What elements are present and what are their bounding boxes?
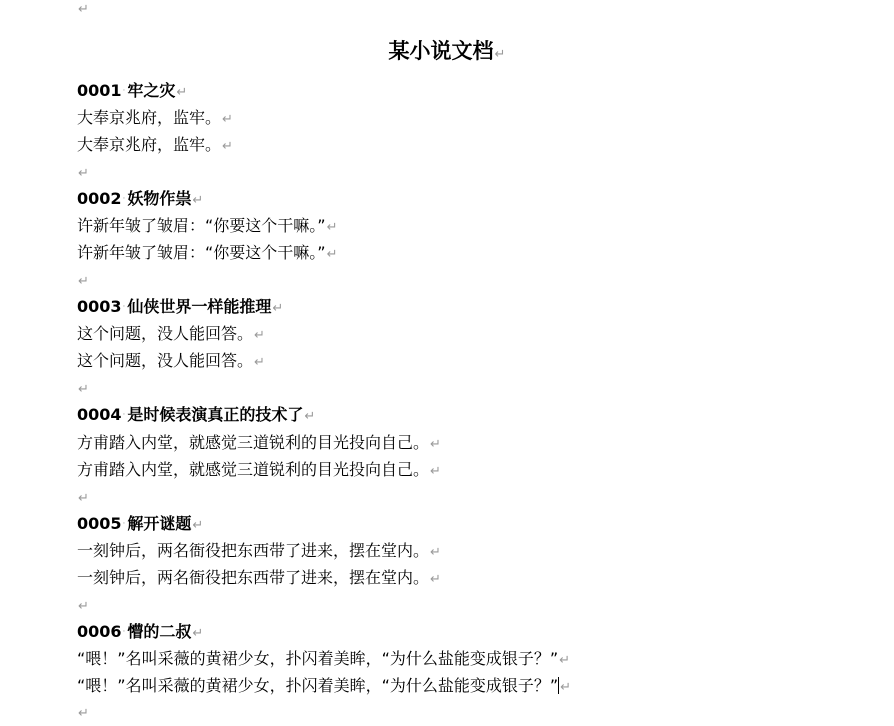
paragraph-mark: ↵: [430, 572, 441, 587]
body-paragraph[interactable]: [77, 458, 441, 482]
paragraph-mark: ↵: [559, 653, 571, 668]
paragraph-mark: ↵: [254, 328, 265, 343]
chapter-heading[interactable]: [77, 403, 315, 427]
paragraph-text: 许新年皱了皱眉：“你要这个干嘛。”: [77, 243, 326, 262]
paragraph-mark: ↵: [222, 139, 233, 154]
paragraph-mark: ↵: [430, 464, 441, 479]
chapter-number: 0001: [77, 81, 122, 100]
chapter-heading[interactable]: [77, 512, 203, 536]
paragraph-mark: ↵: [78, 491, 89, 506]
paragraph-mark: ↵: [560, 680, 572, 695]
body-paragraph[interactable]: [77, 322, 265, 346]
body-paragraph[interactable]: [77, 566, 441, 590]
chapter-number: 0005: [77, 514, 122, 533]
chapter-heading[interactable]: [77, 79, 187, 103]
empty-paragraph[interactable]: [77, 376, 89, 400]
body-paragraph[interactable]: [77, 647, 570, 671]
chapter-title: 解开谜题: [127, 514, 192, 533]
paragraph-mark: ↵: [78, 166, 89, 181]
paragraph-text: 大奉京兆府，监牢。: [77, 135, 222, 154]
chapter-heading[interactable]: [77, 620, 203, 644]
chapter-title: 牢之灾: [127, 81, 176, 100]
document-title-text: 某小说文档: [388, 39, 494, 63]
body-paragraph[interactable]: [77, 539, 441, 563]
paragraph-mark: ↵: [430, 437, 441, 452]
paragraph-mark: ↵: [272, 301, 284, 316]
tab-mark: ·: [122, 302, 126, 312]
chapter-number: 0004: [77, 405, 122, 424]
empty-paragraph[interactable]: [77, 700, 89, 724]
tab-mark: ·: [122, 519, 126, 529]
empty-paragraph[interactable]: [77, 268, 89, 292]
paragraph-text: 方甫踏入内堂，就感觉三道锐利的目光投向自己。: [77, 433, 430, 452]
paragraph-mark: ↵: [78, 382, 89, 397]
chapter-number: 0002: [77, 189, 122, 208]
tab-mark: ·: [122, 410, 126, 420]
paragraph-mark: ↵: [304, 409, 316, 424]
body-paragraph[interactable]: [77, 214, 338, 238]
paragraph-text: 一刻钟后，两名衙役把东西带了进来，摆在堂内。: [77, 568, 430, 587]
paragraph-mark: ↵: [192, 626, 204, 641]
tab-mark: ·: [122, 194, 126, 204]
empty-paragraph[interactable]: [77, 485, 89, 509]
chapter-number: 0006: [77, 622, 122, 641]
paragraph-mark: ↵: [430, 545, 441, 560]
tab-mark: ·: [122, 627, 126, 637]
chapter-heading[interactable]: [77, 295, 283, 319]
paragraph-mark: ↵: [78, 599, 89, 614]
body-paragraph[interactable]: [77, 674, 571, 698]
document-title[interactable]: [0, 37, 894, 65]
chapter-heading[interactable]: [77, 187, 203, 211]
paragraph-mark: ↵: [176, 85, 188, 100]
body-paragraph[interactable]: [77, 106, 233, 130]
paragraph-mark: ↵: [326, 247, 338, 262]
paragraph-mark: ↵: [78, 2, 89, 17]
paragraph-mark: ↵: [78, 274, 89, 289]
empty-paragraph[interactable]: [77, 593, 89, 617]
empty-paragraph[interactable]: [77, 160, 89, 184]
chapter-title: 懵的二叔: [127, 622, 192, 641]
paragraph-mark: ↵: [222, 112, 233, 127]
paragraph-text: “喂！”名叫采薇的黄裙少女，扑闪着美眸，“为什么盐能变成银子？”: [77, 676, 559, 695]
chapter-number: 0003: [77, 297, 122, 316]
paragraph-text: 许新年皱了皱眉：“你要这个干嘛。”: [77, 216, 326, 235]
tab-mark: ·: [122, 86, 126, 96]
paragraph-text: 大奉京兆府，监牢。: [77, 108, 222, 127]
body-paragraph[interactable]: [77, 241, 338, 265]
body-paragraph[interactable]: [77, 431, 441, 455]
chapter-title: 是时候表演真正的技术了: [127, 405, 304, 424]
paragraph-text: 方甫踏入内堂，就感觉三道锐利的目光投向自己。: [77, 460, 430, 479]
paragraph-mark: ↵: [254, 355, 265, 370]
paragraph-mark: ↵: [192, 193, 204, 208]
paragraph-mark: ↵: [326, 220, 338, 235]
paragraph-text: “喂！”名叫采薇的黄裙少女，扑闪着美眸，“为什么盐能变成银子？”: [77, 649, 559, 668]
paragraph-mark: ↵: [192, 518, 204, 533]
body-paragraph[interactable]: [77, 349, 265, 373]
paragraph-text: 这个问题，没人能回答。: [77, 324, 254, 343]
paragraph-mark: ↵: [78, 706, 89, 721]
paragraph-text: 一刻钟后，两名衙役把东西带了进来，摆在堂内。: [77, 541, 430, 560]
paragraph-mark: ↵: [494, 47, 506, 62]
paragraph-text: 这个问题，没人能回答。: [77, 351, 254, 370]
chapter-title: 妖物作祟: [127, 189, 192, 208]
chapter-title: 仙侠世界一样能推理: [127, 297, 272, 316]
body-paragraph[interactable]: [77, 133, 233, 157]
empty-paragraph[interactable]: [77, 0, 89, 20]
